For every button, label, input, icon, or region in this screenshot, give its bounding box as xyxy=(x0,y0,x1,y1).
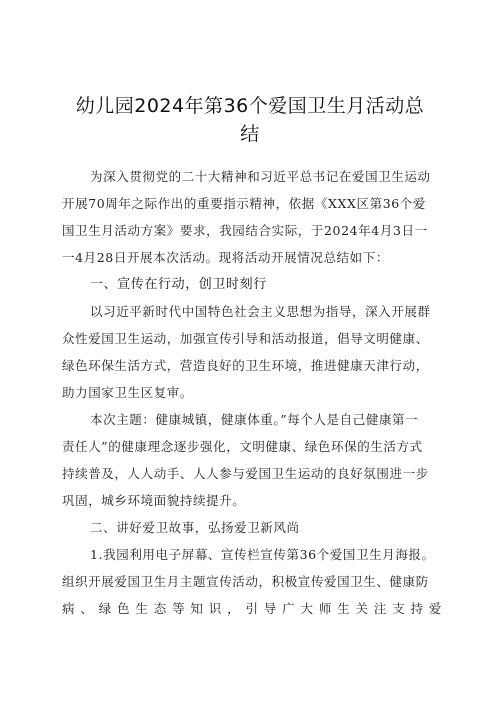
paragraph-2-line-2: 众性爱国卫生运动，加强宣传引导和活动报道，倡导文明健康、 xyxy=(62,331,429,346)
paragraph-2-line-4: 助力国家卫生区复审。 xyxy=(62,385,194,400)
paragraph-1-line-1: 为深入贯彻党的二十大精神和习近平总书记在爱国卫生运动 xyxy=(90,169,431,184)
paragraph-1-line-2: 开展70周年之际作出的重要指示精神，依据《XXX区第36个爱 xyxy=(62,196,427,211)
paragraph-1-line-3: 国卫生月活动方案》要求，我园结合实际，于2024年4月3日一 xyxy=(62,223,428,238)
paragraph-4-line-2: 组织开展爱国卫生月主题宣传活动，积极宣传爱国卫生、健康防 xyxy=(62,574,429,589)
paragraph-1-line-4: 一4月28日开展本次活动。现将活动开展情况总结如下： xyxy=(62,250,389,265)
paragraph-3-line-1: 本次主题：健康城镇，健康体重。”每个人是自己健康第一 xyxy=(90,412,419,427)
paragraph-2-line-1: 以习近平新时代中国特色社会主义思想为指导，深入开展群 xyxy=(90,304,431,319)
document-title-line-1: 幼儿园2024年第36个爱国卫生月活动总 xyxy=(75,95,425,117)
paragraph-3-line-2: 责任人”的健康理念逐步强化，文明健康、绿色环保的生活方式 xyxy=(62,439,423,454)
paragraph-3-line-3: 持续普及，人人动手、人人参与爱国卫生运动的良好氛围进一步 xyxy=(62,466,429,481)
section-heading-1: 一、宣传在行动，创卫时刻行 xyxy=(90,277,267,292)
section-heading-2: 二、讲好爱卫故事，弘扬爱卫新风尚 xyxy=(90,520,300,535)
paragraph-4-line-1: 1.我园利用电子屏幕、宣传栏宣传第36个爱国卫生月海报。 xyxy=(90,547,435,562)
paragraph-3-line-4: 巩固，城乡环境面貌持续提升。 xyxy=(62,493,246,508)
paragraph-4-line-3: 病、绿色生态等知识，引导广大师生关注支持爱 xyxy=(62,601,442,616)
document-title-line-2: 结 xyxy=(240,123,260,145)
paragraph-2-line-3: 绿色环保生活方式，营造良好的卫生环境，推进健康天津行动， xyxy=(62,358,429,373)
